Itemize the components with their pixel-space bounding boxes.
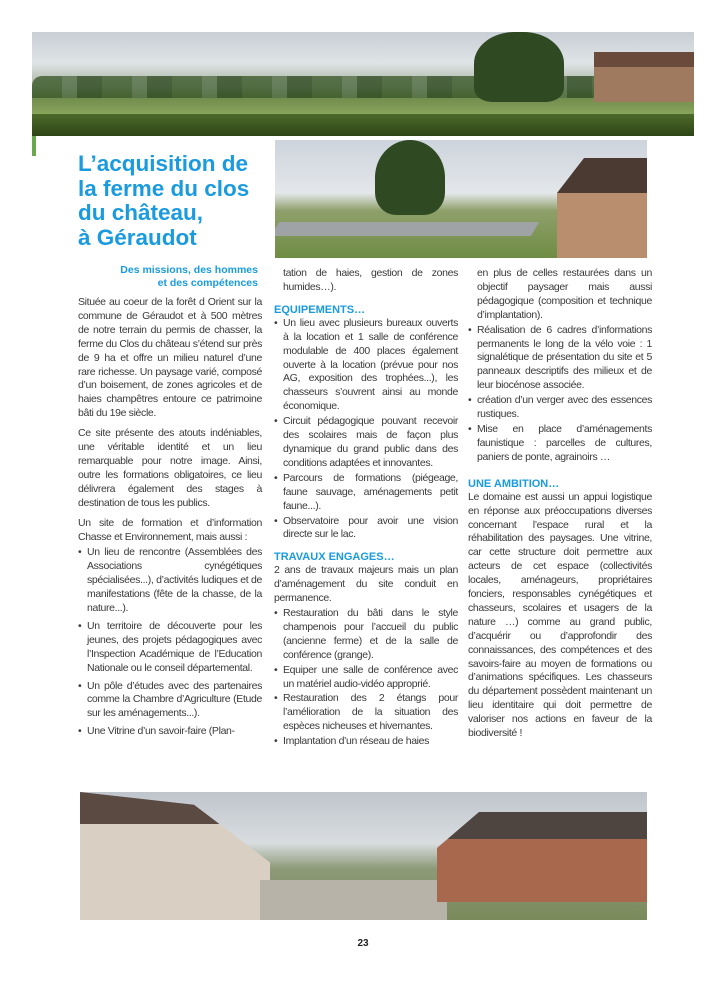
paragraph: Située au coeur de la forêt d Orient sur la commune de Géraudot et à 500 mètres de notre terrain du permis de chasser, la ferme du Clos du château s’étend sur près de 9 ha et offre un milieu naturel d’une rare richesse. Un paysage varié, composé d’un boisement, de zones agricoles et de haies champêtres entoure ce patrimoine bâti du 19e siècle. [78,296,262,420]
list-item: • Observatoire pour avoir une vision directe sur le lac. [274,515,458,543]
paragraph: Le domaine est aussi un appui logistique en réponse aux préoccupations diverses concernant l’espace rural et la réhabilitation des paysages. Une vitrine, car cette structure doit permettre aux acteurs de cet espace (collectivités locales, aménageurs, propriétaires fonciers, responsables cynégétiques et chasseurs, scolaires et usagers de la nature …) comme au grand public, d’acquérir ou d’approfondir des connaissances, des compétences et des savoirs-faire au moyen de formations ou d’animations spécifiques. Les chasseurs du département possèdent maintenant un lieu identitaire qui doit permettre de valoriser nos actions en faveur de la biodiversité ! [468,490,652,740]
paragraph: Ce site présente des atouts indéniables, une véritable identité et un lieu remarquable pour notre image. Ainsi, outre les formations obligatoires, ce lieu délivrera également des stages à destination de tous les publics. [78,427,262,509]
subtitle-line: Des missions, des hommes [120,264,258,276]
barn [80,792,270,920]
corner-accent [32,136,36,156]
section-heading-travaux: TRAVAUX ENGAGES… [274,551,395,564]
paragraph: tation de haies, gestion de zones humides…). [283,267,458,293]
list-item: • Circuit pédagogique pouvant recevoir des scolaires mais de façon plus dynamique du grand public dans des conditions adaptées et innovantes. [274,415,458,471]
title-line: L’acquisition de [78,151,249,176]
list-item: • Equiper une salle de conférence avec un matériel audio-vidéo approprié. [274,664,458,692]
barn [437,812,647,902]
landscape-photo-top [32,32,694,136]
title-line: du château, [78,200,204,225]
bullet-list [78,546,262,739]
subtitle [78,264,258,290]
courtyard [260,880,447,920]
subtitle-line: et des compétences [157,277,258,289]
grass [32,114,694,136]
title-line: la ferme du clos [78,175,250,201]
farm-road-photo [275,140,647,258]
list-item: • création d’un verger avec des essences rustiques. [468,394,652,422]
paragraph: 2 ans de travaux majeurs mais un plan d’aménagement du site conduit en permanence. [274,564,458,605]
page-title [78,152,278,250]
bullet-list [468,324,652,465]
list-item: • Mise en place d’aménagements faunistique : parcelles de cultures, paniers de ponte, agrainoirs … [468,423,652,465]
list-item: • Restauration du bâti dans le style champenois pour l’accueil du public (ancienne ferme) et de la salle de conférence (grange). [274,607,458,663]
list-item: • Une Vitrine d’un savoir-faire (Plan- [78,725,262,739]
section-heading-ambition: UNE AMBITION… [468,477,560,490]
tree [375,140,445,215]
column-1 [78,296,262,743]
column-3 [468,267,652,747]
list-item: • Un territoire de découverte pour les jeunes, des projets pédagogiques avec l’Inspection Académique de l’Education Nationale ou le conseil départemental. [78,620,262,676]
title-line: à Géraudot [78,224,197,250]
farm-buildings-photo [80,792,647,920]
list-item: • Réalisation de 6 cadres d’informations permanents le long de la vélo voie : 1 signalétique de présentation du site et 5 panneaux descriptifs des milieux et de leur biocénose associée. [468,324,652,394]
section-heading-equipements: EQUIPEMENTS… [274,303,366,316]
column-2 [274,267,458,753]
list-item: • Restauration des 2 étangs pour l’amélioration de la situation des espèces nicheuses et hivernantes. [274,692,458,734]
list-item: • Un lieu de rencontre (Assemblées des Associations cynégétiques spécialisées...), d’activités ludiques et de manifestations (fête de la chasse, de la nature...). [78,546,262,616]
page-number: 23 [357,938,369,949]
list-item: • Un pôle d’études avec des partenaires comme la Chambre d’Agriculture (Etude sur les aménagements...). [78,680,262,722]
list-item: • Un lieu avec plusieurs bureaux ouverts à la location et 1 salle de conférence modulable de 400 places également ouverte à la location (prévue pour nos AG, exposition des trophées...), les chasseurs s’ouvrent ainsi au monde économique. [274,317,458,414]
paragraph: en plus de celles restaurées dans un objectif paysager mais aussi pédagogique (composition et technique d’implantation). [477,267,652,321]
list-item: • Implantation d’un réseau de haies [274,735,458,749]
bullet-list [274,317,458,543]
tree [474,32,564,102]
paragraph: Un site de formation et d’information Chasse et Environnement, mais aussi : [78,516,262,543]
barn [557,158,647,258]
list-item: • Parcours de formations (piégeage, faune sauvage, aménagements petit faune...). [274,472,458,514]
barn [594,52,694,102]
road [275,222,539,236]
bullet-list [274,607,458,749]
